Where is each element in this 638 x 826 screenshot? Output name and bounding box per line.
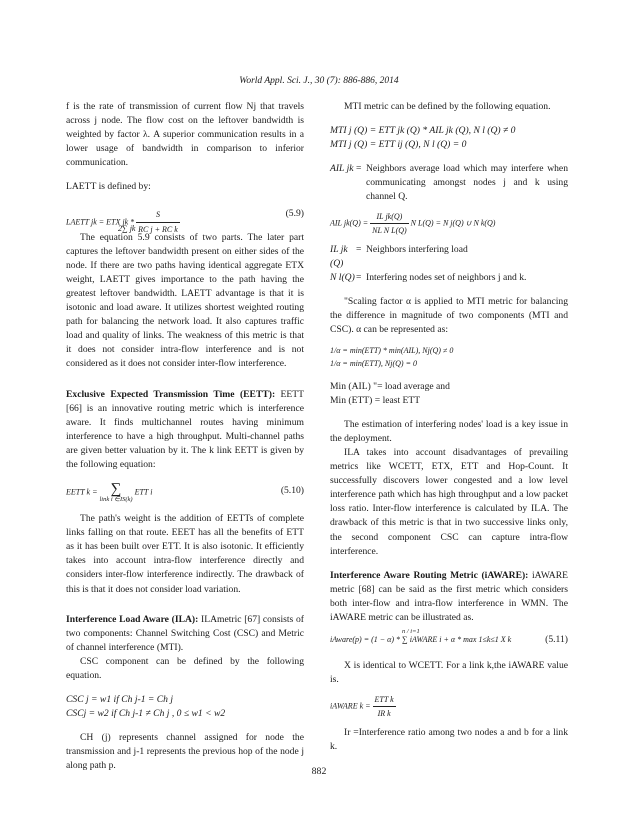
paragraph: Interference Aware Routing Metric (iAWARE): iAWARE metric [68] can be said as the first metric which considers both inter-flow and intra-flow interference in WMN. The iAWARE metric can be illustrated as.	[330, 569, 568, 623]
equation-csc-2: CSCj = w2 if Ch j-1 ≠ Ch j , 0 ≤ w1 < w2	[66, 708, 226, 720]
paragraph: X is identical to WCETT. For a link k,the iAWARE value is.	[330, 660, 568, 686]
sum-limits: n / i=1	[402, 628, 420, 636]
paragraph: MTI metric can be defined by the following equation.	[344, 101, 551, 112]
equation-csc-1: CSC j = w1 if Ch j-1 = Ch j	[66, 694, 174, 706]
definition-ail: AIL jk = Neighbors average load which may interfere when communicating amongst nodes j and k using channel Q.	[330, 163, 568, 203]
paragraph: Interference Load Aware (ILA): ILAmetric [67] consists of two components: Channel Switching Cost (CSC) and Metric of channel interference (MTI).	[66, 613, 304, 653]
paragraph: Min (ETT) = least ETT	[330, 394, 421, 406]
equation-5-9	[66, 195, 304, 234]
equation-number: (5.11)	[545, 634, 568, 646]
paragraph: The path's weight is the addition of EETTs of complete links falling on that route. EEET has all the benefits of ETT as it has been built over ETT. It is also isotonic. It efficiently takes into account intra-flow interference directly and considers inter-flow interference indirectly. The drawback of this is that it does not consider load variation.	[66, 513, 304, 595]
equation-alpha-1: 1/α = min(ETT) * min(AIL), Nj(Q) ≠ 0	[330, 345, 454, 355]
definition-il: IL jk (Q) = Neighbors interfering load	[330, 244, 468, 270]
equation-lhs: LAETT jk = ETX jk *	[66, 217, 135, 226]
equation-fraction: $\frac{S}{\text{RC j + RC k}}$	[138, 209, 178, 234]
paragraph: The estimation of interfering nodes' load is a key issue in the deployment.	[330, 418, 568, 444]
paragraph: "Scaling factor α is applied to MTI metric for balancing the difference in magnitude of two components (MTI and CSC). α can be represented as:	[330, 296, 568, 336]
equation-term: ETT i	[134, 487, 153, 497]
equation-mti-1: MTI j (Q) = ETT jk (Q) * AIL jk (Q), N l (Q) ≠ 0	[330, 125, 516, 137]
definition-nl: N l(Q) = Interfering nodes set of neighbors j and k.	[330, 272, 527, 284]
equation-5-11: iAware(p) = (1 − α) * ∑ iAWARE i + α * max 1≤k≤1 X k n / i=1 (5.11)	[330, 625, 568, 659]
equation-number: (5.10)	[280, 485, 304, 497]
paragraph: ILA takes into account disadvantages of prevailing metrics like WCETT, ETX, ETT and Hop-Count. It successfully discovers lower congested and a low level interference path which has high throughput and a low packet loss ratio. Inter-flow interference is calculated by ILA. The drawback of this metric is that in two successive links only, the second component CSC can capture intra-flow interference.	[330, 446, 568, 557]
paragraph: Min (AIL) "= load average and	[330, 380, 450, 392]
paragraph: Ir =Interference ratio among two nodes a and b for a link k.	[330, 727, 568, 753]
paragraph: Exclusive Expected Transmission Time (EETT): EETT [66] is an innovative routing metric which is interference aware. It finds multichannel routes having minimum interference to have a high throughput. Multi-channel paths are given better valuation by it. The k link EETT is given by the following equation:	[66, 388, 305, 470]
page-number: 882	[311, 766, 327, 777]
paragraph: f is the rate of transmission of current flow Nj that travels across j node. The flow cost on the leftover bandwidth is weighted by factor λ. A superior communication results in a lower usage of bandwidth in comparison to inferior communication.	[66, 101, 304, 169]
paragraph: The equation 5.9 consists of two parts. The later part captures the leftover bandwidth present on either sides of the node. If there are two paths having identical aggregate ETX weight, LAETT gives importance to the path having the greatest leftover bandwidth. LAETT advantage is that it is isotonic and load aware. It utilizes shortest weighted routing path for balancing the network load. It also captures traffic load and quality of links. The weakness of this metric is that it does not consider intra-flow interference and is not considered as it does not consider inter-flow interference.	[66, 231, 304, 370]
equation-lhs: EETT k =	[66, 487, 98, 497]
section-title: Interference Aware Routing Metric (iAWARE):	[330, 569, 529, 581]
paragraph: LAETT is defined by:	[66, 181, 151, 193]
equation-ail: AIL jk(Q) = $\frac{\text{IL jk(Q)}}{\text{NL N L(Q)}}$ N L(Q) = N j(Q) ∪ N k(Q)	[330, 212, 496, 236]
equation-iaware-k: iAWARE k = $\frac{\text{ETT k}}{\text{IR k}}$	[330, 695, 394, 719]
paragraph: CH (j) represents channel assigned for node the transmission and j-1 represents the previous hop of the node j along path p.	[66, 732, 304, 772]
section-title: Exclusive Expected Transmission Time (EETT):	[66, 388, 276, 400]
equation-alpha-2: 1/α = min(ETT), Nj(Q) = 0	[330, 358, 417, 368]
left-column	[66, 100, 304, 774]
right-column	[330, 100, 568, 754]
running-header: World Appl. Sci. J., 30 (7): 886-886, 2014	[239, 76, 399, 86]
paragraph: CSC component can be defined by the following equation.	[66, 655, 304, 681]
section-title: Interference Load Aware (ILA):	[66, 613, 199, 625]
equation-number: (5.9)	[285, 207, 304, 219]
equation-mti-2: MTI j (Q) = ETT ij (Q), N l (Q) = 0	[330, 139, 467, 151]
sum-symbol: ∑ link i ∈IS(k)	[99, 481, 133, 504]
equation-5-10	[66, 472, 304, 512]
equation-denominator: 2∑ jk	[118, 223, 136, 233]
